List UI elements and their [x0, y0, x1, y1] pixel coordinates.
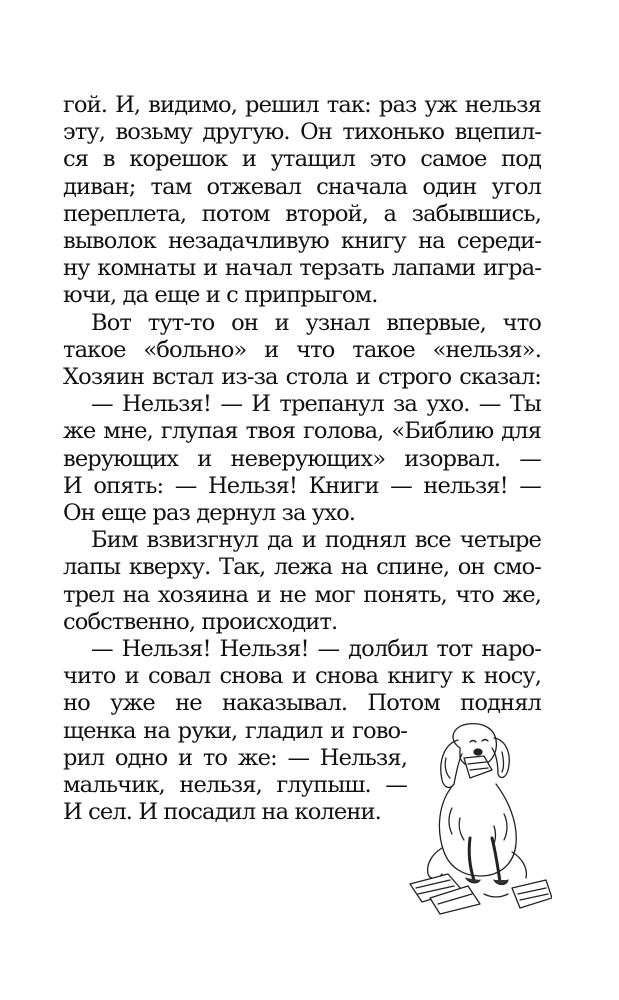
text-line: ся в корешок и утащил это самое под [63, 146, 541, 173]
text-line: верующих и неверующих» изорвал. — [63, 445, 541, 472]
text-line: диван; там отжевал сначала один угол [63, 173, 541, 200]
text-line: Вот тут-то он и узнал впервые, что [91, 309, 541, 336]
text-line: — Нельзя! Нельзя! — долбил тот наро- [91, 636, 541, 662]
text-line: мальчик, нельзя, глупыш. — [63, 772, 407, 798]
text-line: такое «больно» и что такое «нельзя». [63, 336, 541, 363]
text-line: но уже не наказывал. Потом поднял [63, 690, 541, 717]
text-line: переплета, потом второй, а забывшись, [63, 200, 541, 227]
text-line: собственно, происходит. [63, 608, 338, 635]
text-line: гой. И, видимо, решил так: раз уж нельзя [63, 92, 541, 118]
text-line: лапы кверху. Так, лежа на спине, он смо- [63, 554, 541, 581]
puppy-with-torn-book-icon [408, 718, 552, 916]
text-line: эту, возьму другую. Он тихонько вцепил- [63, 119, 541, 146]
text-line: щенка на руки, гладил и гово- [63, 717, 407, 744]
text-line: ну комнаты и начал терзать лапами игра- [63, 255, 541, 282]
text-line: Он еще раз дернул за ухо. [63, 500, 356, 526]
text-line: И сел. И посадил на колени. [63, 799, 381, 826]
text-line: выволок незадачливую книгу на середи- [63, 228, 541, 254]
text-line: И опять: — Нельзя! Книги — нельзя! — [63, 472, 541, 499]
text-line: же мне, глупая твоя голова, «Библию для [63, 418, 541, 445]
text-line: ючи, да еще и с припрыгом. [63, 282, 378, 309]
text-line: — Нельзя! — И трепанул за ухо. — Ты [91, 391, 541, 418]
text-line: трел на хозяина и не мог понять, что же, [63, 581, 541, 608]
text-line: чито и совал снова и снова книгу к носу, [63, 663, 541, 690]
text-line: Бим взвизгнул да и поднял все четыре [91, 527, 541, 554]
text-line: Хозяин встал из-за стола и строго сказал: [63, 364, 541, 390]
text-line: рил одно и то же: — Нельзя, [63, 744, 407, 771]
